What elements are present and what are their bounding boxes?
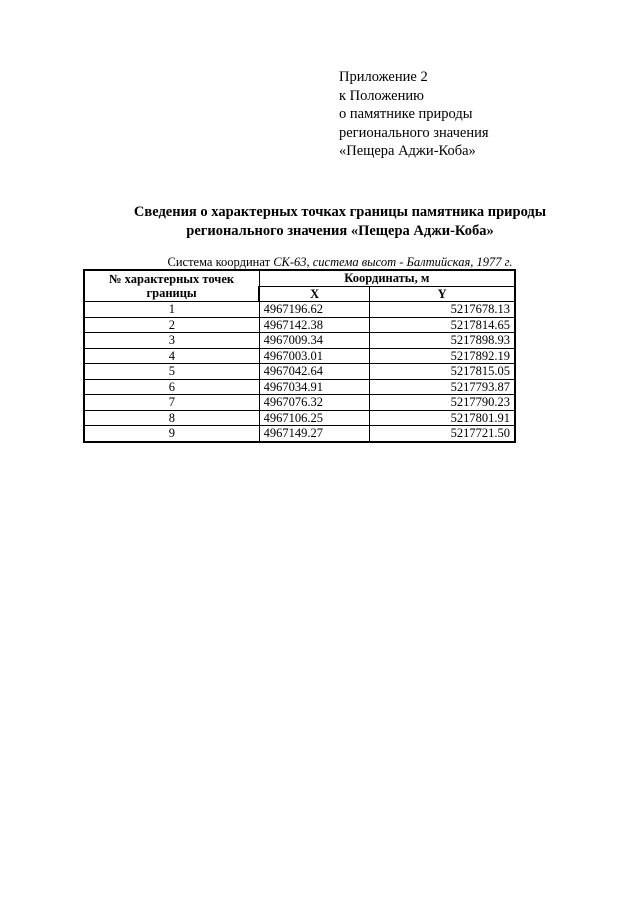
table-row: [84, 348, 515, 364]
table-row: [84, 395, 515, 411]
appendix-line: Приложение 2: [339, 69, 428, 85]
appendix-line: «Пещера Аджи-Коба»: [339, 143, 476, 160]
point-number-cell: 4: [84, 348, 259, 364]
table-row: [84, 379, 515, 395]
point-number-cell: 6: [84, 379, 259, 395]
point-number-cell: 9: [84, 426, 259, 442]
y-coordinate-cell: 5217678.13: [370, 302, 515, 318]
x-coordinate-cell: 4967196.62: [259, 302, 370, 318]
appendix-line: к Положению: [339, 87, 424, 104]
coordinate-system-detail: СК-63, система высот - Балтийская, 1977 г.: [273, 255, 513, 269]
table-row: [84, 302, 515, 318]
y-coordinate-cell: 5217793.87: [370, 379, 515, 395]
coordinates-header: Координаты, м: [259, 270, 515, 286]
point-number-cell: 5: [84, 364, 259, 380]
x-coordinate-cell: 4967106.25: [259, 410, 370, 426]
y-coordinate-cell: 5217898.93: [370, 333, 515, 349]
x-coordinate-cell: 4967003.01: [259, 348, 370, 364]
boundary-points-table: [83, 269, 516, 443]
x-coordinate-cell: 4967042.64: [259, 364, 370, 380]
point-number-cell: 7: [84, 395, 259, 411]
y-coordinate-cell: 5217801.91: [370, 410, 515, 426]
appendix-line: о памятнике природы: [339, 106, 473, 123]
table-row: [84, 410, 515, 426]
coordinate-system-prefix: Система координат: [167, 255, 271, 269]
x-header: X: [259, 286, 370, 302]
x-coordinate-cell: 4967142.38: [259, 317, 370, 333]
point-number-cell: 2: [84, 317, 259, 333]
y-coordinate-cell: 5217790.23: [370, 395, 515, 411]
document-title: [80, 203, 600, 240]
x-coordinate-cell: 4967149.27: [259, 426, 370, 442]
y-coordinate-cell: 5217721.50: [370, 426, 515, 442]
point-number-cell: 8: [84, 410, 259, 426]
y-coordinate-cell: 5217892.19: [370, 348, 515, 364]
appendix-header: [339, 68, 489, 161]
table-header-row: [84, 270, 515, 286]
table-row: [84, 426, 515, 442]
appendix-line: регионального значения: [339, 124, 489, 141]
table-row: [84, 364, 515, 380]
y-coordinate-cell: 5217814.65: [370, 317, 515, 333]
coordinate-system-note: [80, 255, 600, 269]
x-coordinate-cell: 4967076.32: [259, 395, 370, 411]
y-coordinate-cell: 5217815.05: [370, 364, 515, 380]
x-coordinate-cell: 4967034.91: [259, 379, 370, 395]
table-row: [84, 333, 515, 349]
point-number-header: № характерных точек границы: [84, 270, 259, 302]
y-header: Y: [370, 286, 515, 302]
x-coordinate-cell: 4967009.34: [259, 333, 370, 349]
point-number-cell: 3: [84, 333, 259, 349]
document-title-line-1: Сведения о характерных точках границы памятника природы: [133, 204, 547, 220]
point-number-cell: 1: [84, 302, 259, 318]
table-row: [84, 317, 515, 333]
document-title-line-2: регионального значения «Пещера Аджи-Коба»: [186, 222, 494, 239]
